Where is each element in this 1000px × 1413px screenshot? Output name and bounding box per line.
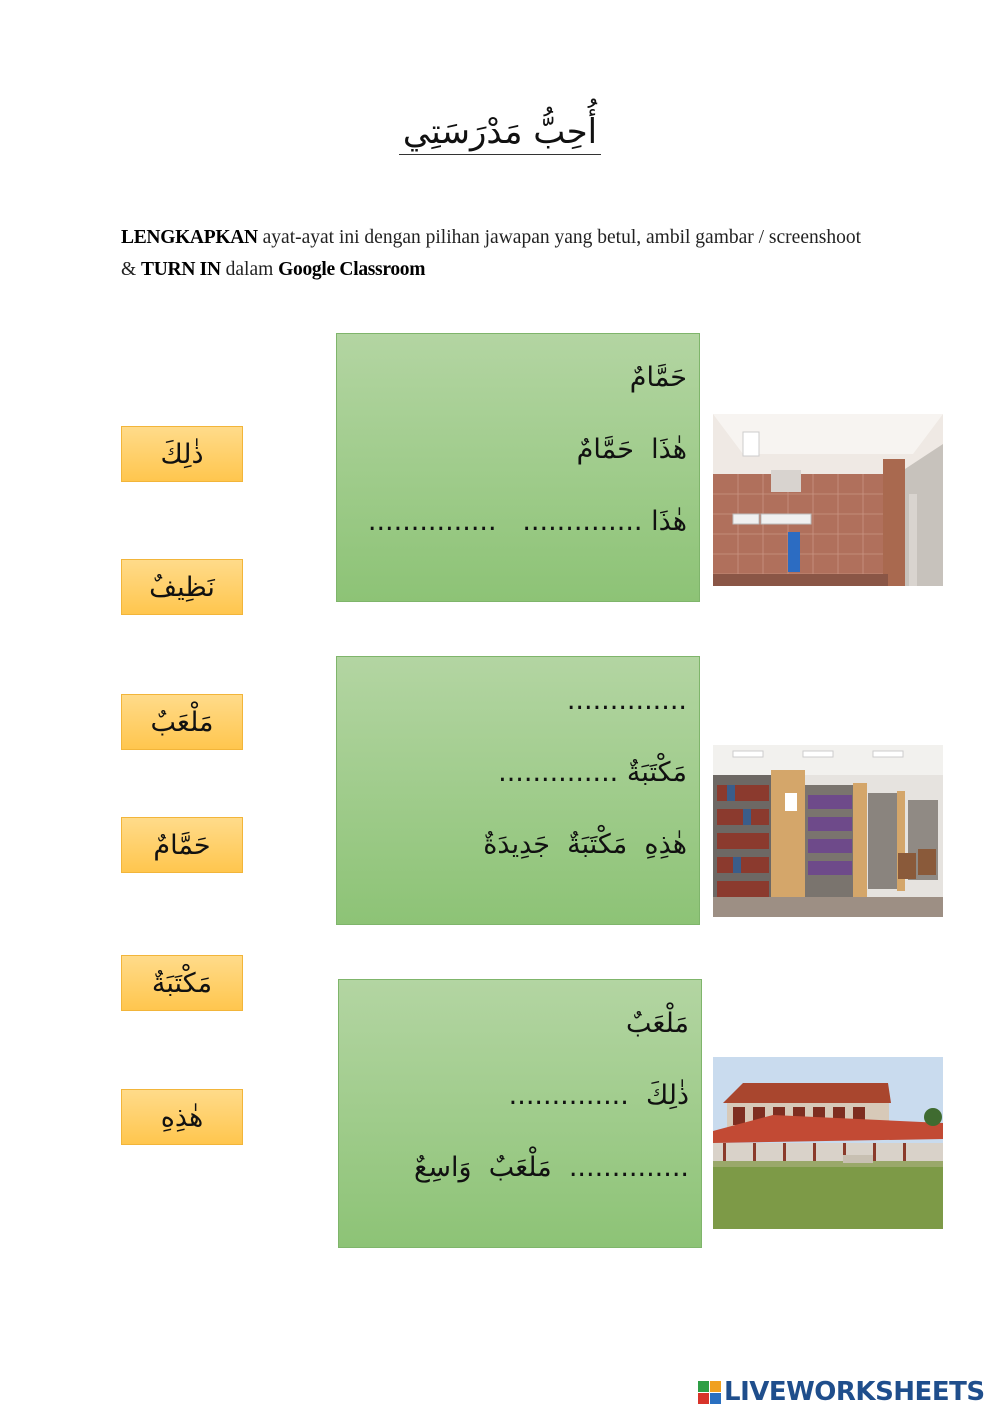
option-dhalika[interactable]: ذٰلِكَ bbox=[121, 426, 243, 482]
instr-text-2: dalam bbox=[220, 259, 279, 280]
sentence-box-washroom bbox=[336, 333, 700, 602]
instr-bold-lengkapkan: LENGKAPKAN bbox=[121, 227, 258, 248]
box1-line3[interactable]: هٰذَا .............. ............... bbox=[367, 506, 687, 537]
box3-line2[interactable]: ذٰلِكَ .............. bbox=[508, 1080, 689, 1111]
box3-line3[interactable]: .............. مَلْعَبٌ وَاسِعٌ bbox=[414, 1152, 689, 1183]
instr-bold-turn-in: TURN IN bbox=[141, 259, 221, 280]
sentence-box-library bbox=[336, 656, 700, 925]
box3-line1: مَلْعَبٌ bbox=[626, 1008, 689, 1039]
box2-line2[interactable]: مَكْتَبَةٌ .............. bbox=[498, 757, 687, 788]
logo-square-v bbox=[698, 1393, 709, 1404]
box1-line1: حَمَّامٌ bbox=[629, 362, 687, 393]
instr-bold-google-classroom: Google Classroom bbox=[278, 259, 426, 280]
option-malab[interactable]: مَلْعَبٌ bbox=[121, 694, 243, 750]
logo-grid-icon bbox=[698, 1381, 721, 1404]
field-illustration bbox=[713, 1057, 943, 1229]
option-nazif[interactable]: نَظِيفٌ bbox=[121, 559, 243, 615]
library-illustration bbox=[713, 745, 943, 917]
logo-square-i bbox=[710, 1381, 721, 1392]
library-photo bbox=[713, 745, 943, 917]
logo-text: LIVEWORKSHEETS bbox=[724, 1377, 985, 1407]
field-photo bbox=[713, 1057, 943, 1229]
box1-line2: هٰذَا حَمَّامٌ bbox=[576, 434, 687, 465]
option-hammam[interactable]: حَمَّامٌ bbox=[121, 817, 243, 873]
box2-line1[interactable]: .............. bbox=[566, 685, 687, 716]
title-text: أُحِبُّ مَدْرَسَتِي bbox=[399, 112, 601, 155]
logo-square-l bbox=[698, 1381, 709, 1392]
liveworksheets-logo bbox=[698, 1376, 985, 1408]
washroom-illustration bbox=[713, 414, 943, 586]
option-maktabah[interactable]: مَكْتَبَةٌ bbox=[121, 955, 243, 1011]
box2-line3: هٰذِهِ مَكْتَبَةٌ جَدِيدَةٌ bbox=[483, 829, 687, 860]
washroom-photo bbox=[713, 414, 943, 586]
logo-square-e bbox=[710, 1393, 721, 1404]
instructions bbox=[121, 222, 901, 286]
instr-amp: & bbox=[121, 259, 142, 280]
sentence-box-field bbox=[338, 979, 702, 1248]
worksheet-title bbox=[0, 112, 1000, 152]
instr-text-1: ayat-ayat ini dengan pilihan jawapan yang betul, ambil gambar / screenshoot bbox=[257, 227, 861, 248]
option-hadhihi[interactable]: هٰذِهِ bbox=[121, 1089, 243, 1145]
